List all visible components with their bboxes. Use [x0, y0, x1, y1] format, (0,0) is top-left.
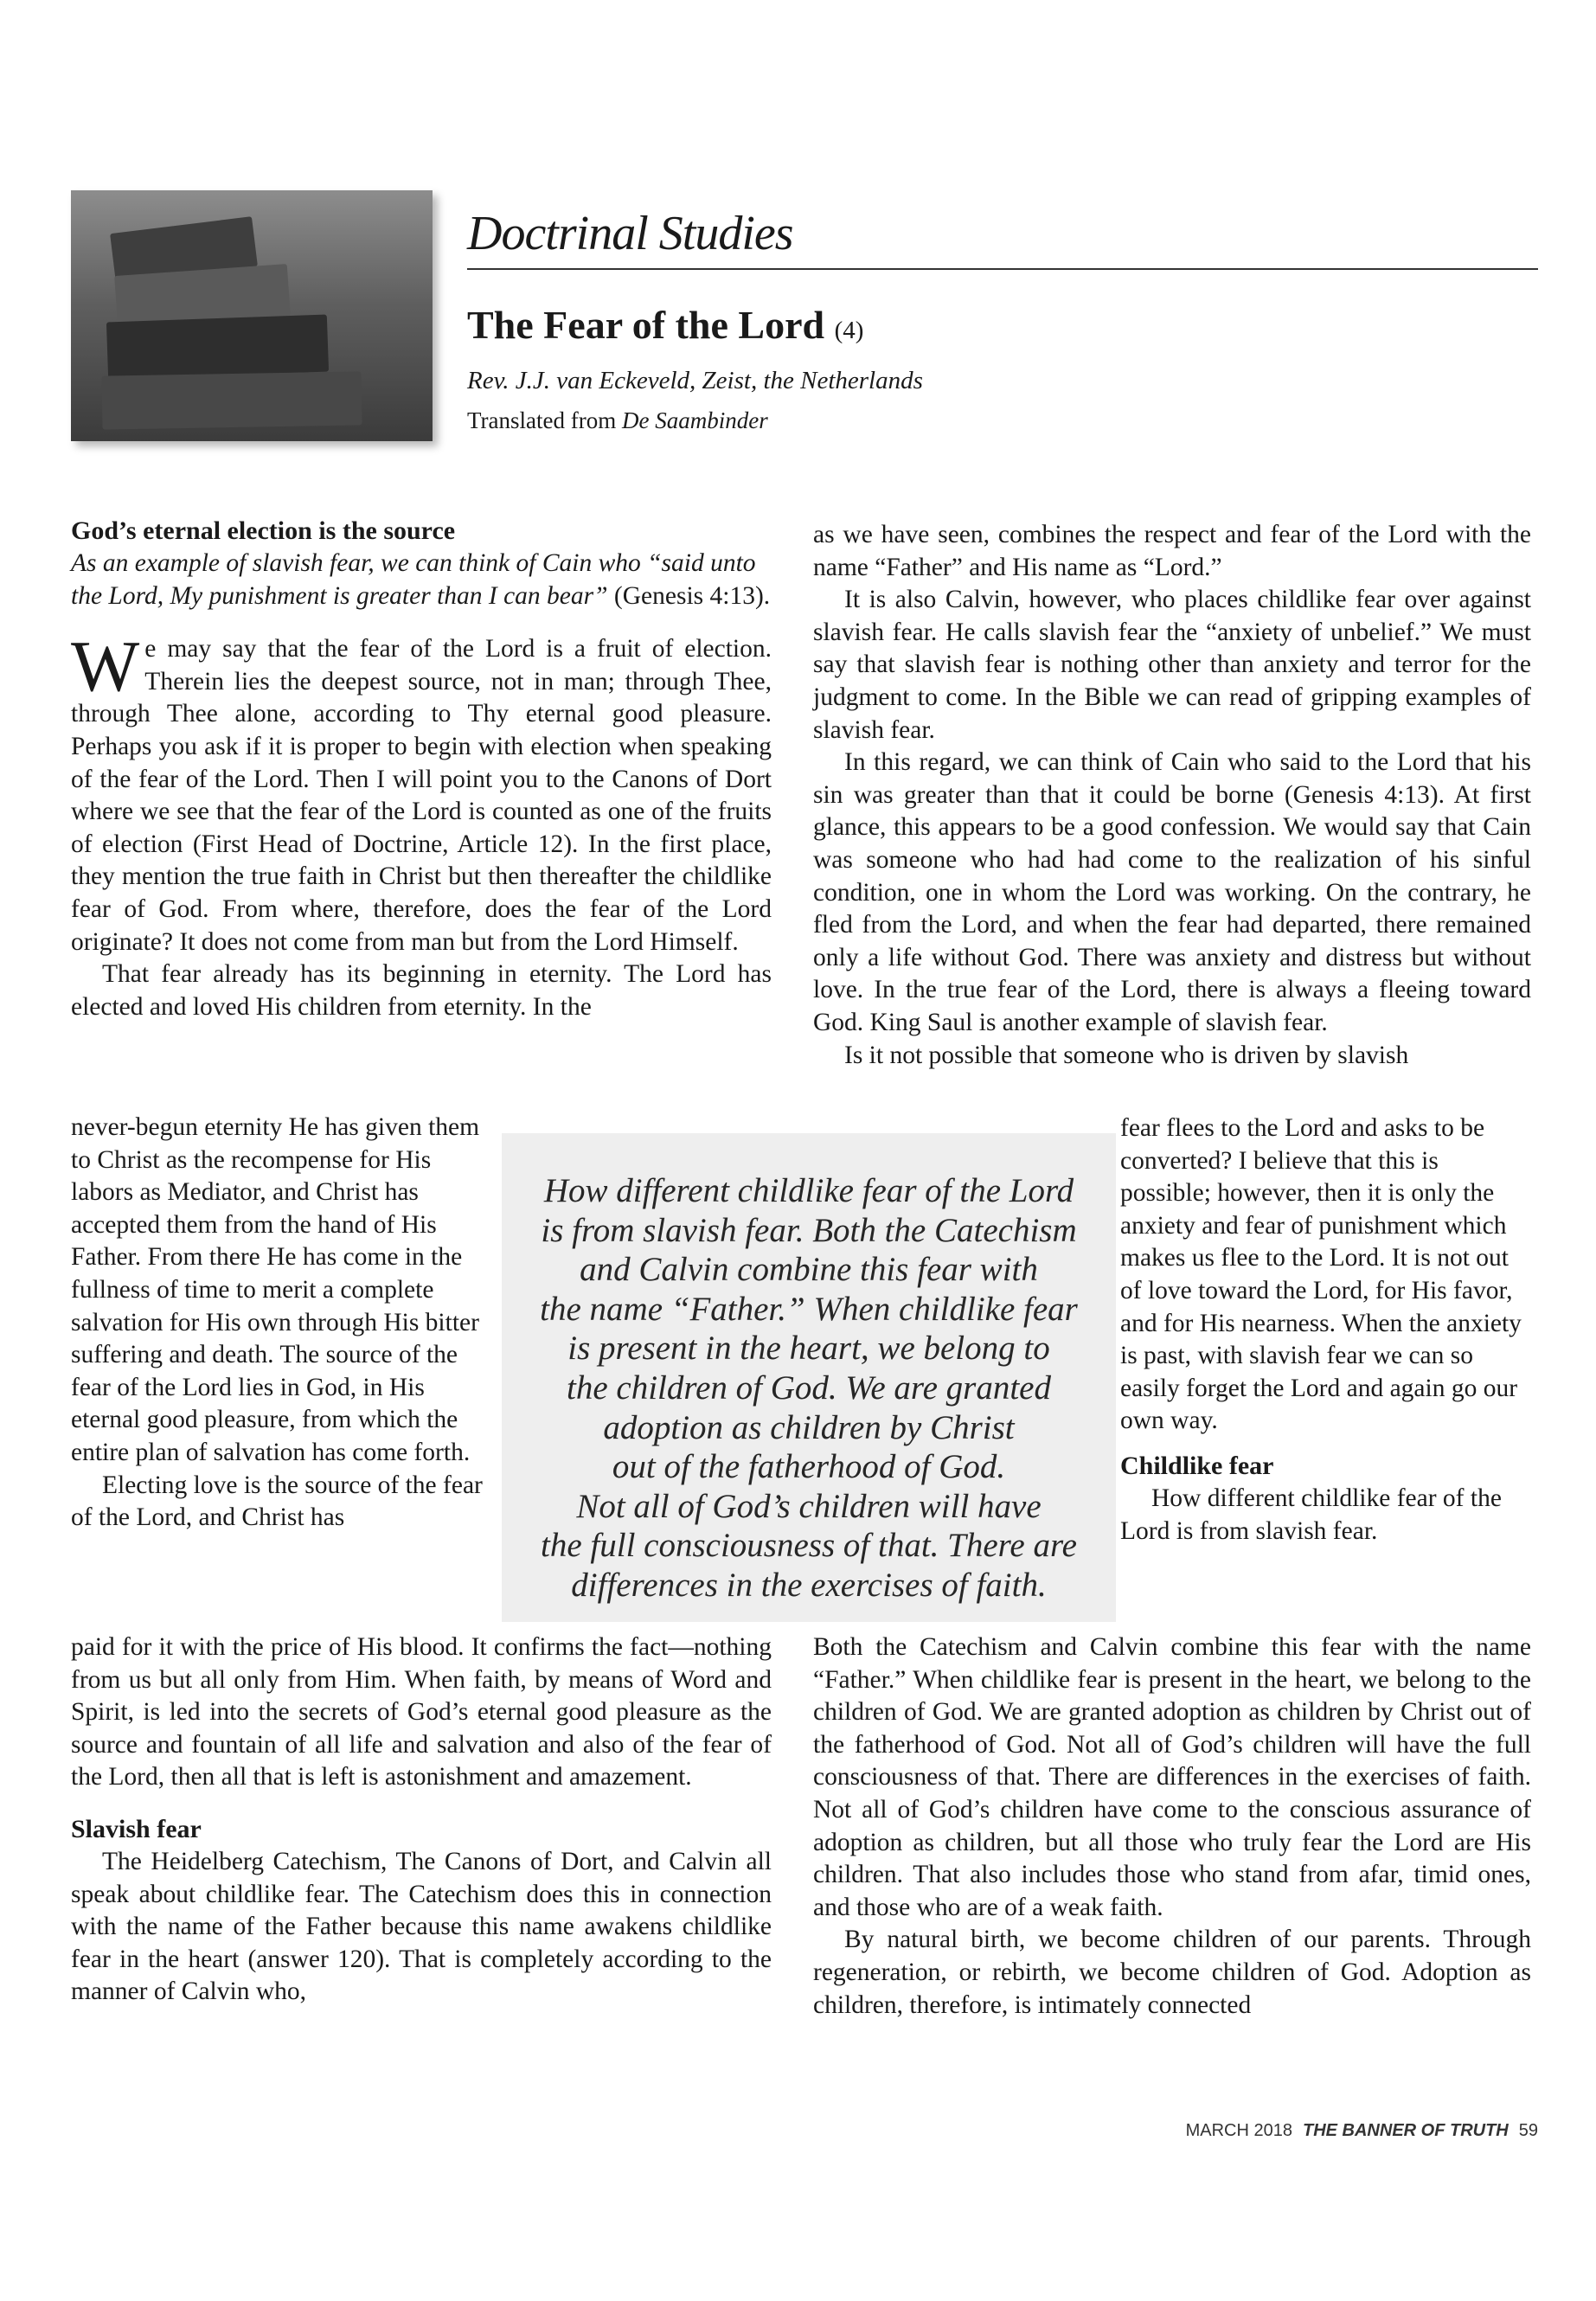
paragraph-childlike-start: How different childlike fear of the Lord is from slavish fear.: [1120, 1484, 1502, 1545]
pull-quote-line: differences in the exercises of faith.: [571, 1566, 1047, 1604]
paragraph-anxiety-unbelief: It is also Calvin, however, who places childlike fear over against slavish fear. He calls slavish fear the “anxiety of unbelief.” We must say that slavish fear is nothing other than anxiety and terror for the judgment to come. In the Bible we can read of gripping examples of slavish fear.: [813, 586, 1531, 744]
drop-cap: W: [71, 626, 140, 708]
translated-source: De Saambinder: [621, 407, 768, 433]
article-title: [467, 303, 1538, 353]
intro-reference: (Genesis 4:13).: [613, 581, 771, 610]
paragraph-calvin-respect: as we have seen, combines the respect and fear of the Lord with the name “Father” and His name as “Lord.”: [813, 521, 1531, 581]
paragraph-eternity-start: That fear already has its beginning in eternity. The Lord has elected and loved His children from eternity. In the: [71, 960, 772, 1021]
paragraph-cain: In this regard, we can think of Cain who said to the Lord that his sin was greater than that it could be borne (Genesis 4:13). At first glance, this appears to be a good confession. We would say that Cain was someone who had had come to the realization of his sinful condition, one in whom the Lord was working. On the contrary, he fled from the Lord, and when the fear had departed, there remained only a life without God. There was anxiety and distress but without love. In the true fear of the Lord, there is always a fleeing toward God. King Saul is another example of slavish fear.: [813, 748, 1531, 1036]
paragraph-catechism: The Heidelberg Catechism, The Canons of Dort, and Calvin all speak about childlike fear. The Catechism does this in connection with the name of the Father because this name awakens childlike fear in the heart (answer 120). That is completely according to the manner of Calvin who,: [71, 1847, 772, 2006]
pull-quote-line: out of the fatherhood of God.: [612, 1448, 1006, 1486]
footer-publication: THE BANNER OF TRUTH: [1302, 2121, 1509, 2140]
article-title-text: The Fear of the Lord: [467, 303, 825, 347]
article-header: [467, 206, 1538, 436]
pull-quote-line: the name “Father.” When childlike fear: [540, 1290, 1078, 1328]
paragraph-converted-cont: fear flees to the Lord and asks to be converted? I believe that this is possible; however, then it is only the anxiety and fear of punishment which makes us flee to the Lord. It is not out of love toward the Lord, for His favor, and for His nearness. When the anxiety is past, with slavish fear we can so easily forget the Lord and again go our own way.: [1120, 1114, 1522, 1435]
pull-quote-line: the full consciousness of that. There are: [541, 1527, 1077, 1565]
paragraph-election: [71, 626, 772, 958]
pull-quote-line: is from slavish fear. Both the Catechism: [541, 1211, 1077, 1249]
pull-quote-line: the children of God. We are granted: [567, 1368, 1051, 1407]
right-column-top: [813, 519, 1531, 1072]
books-photo: [71, 190, 433, 441]
right-column-narrow: [1120, 1112, 1531, 1548]
footer-date: MARCH 2018: [1185, 2121, 1292, 2140]
footer-page-number: 59: [1518, 2121, 1538, 2140]
author-line: Rev. J.J. van Eckeveld, Zeist, the Netherlands: [467, 367, 923, 394]
pull-quote-line: and Calvin combine this fear with: [580, 1251, 1038, 1289]
pull-quote-line: How different childlike fear of the Lord: [543, 1172, 1074, 1209]
pull-quote-line: Not all of God’s children will have: [576, 1487, 1042, 1525]
pull-quote: [502, 1133, 1116, 1622]
left-column-bottom: [71, 1631, 772, 2009]
pull-quote-line: adoption as children by Christ: [603, 1408, 1015, 1446]
paragraph-converted-start: Is it not possible that someone who is driven by slavish: [844, 1041, 1409, 1069]
page-footer: [1186, 2121, 1538, 2141]
paragraph-natural-birth: By natural birth, we become children of our parents. Through regeneration, or rebirth, we become children of God. Adoption as children, therefore, is intimately connected: [813, 1926, 1531, 2019]
paragraph-electing-love-start: Electing love is the source of the fear of the Lord, and Christ has: [71, 1471, 483, 1532]
translation-note: [467, 405, 1538, 436]
left-column-narrow: [71, 1112, 484, 1535]
article-part-number: (4): [834, 317, 864, 344]
intro-text: [71, 548, 772, 612]
subhead-childlike-fear: Childlike fear: [1120, 1451, 1274, 1480]
intro-quote: As an example of slavish fear, we can think of Cain who “said unto the Lord, My punishment is greater than I can bear”: [71, 549, 756, 610]
pull-quote-line: is present in the heart, we belong to: [567, 1330, 1050, 1368]
subhead-election: God’s eternal election is the source: [71, 516, 456, 545]
translated-prefix: Translated from: [467, 407, 617, 433]
subhead-slavish-fear: Slavish fear: [71, 1814, 202, 1843]
paragraph-eternity-cont: never-begun eternity He has given them to Christ as the recompense for His labors as Mediator, and Christ has accepted them from the hand of His Father. From there He has come in the fullness of time to merit a complete salvation for His own through His bitter suffering and death. The source of the fear of the Lord lies in God, in His eternal good pleasure, from which the entire plan of salvation has come forth.: [71, 1113, 480, 1466]
paragraph-electing-love-cont: paid for it with the price of His blood. It confirms the fact—nothing from us but all only from Him. When faith, by means of Word and Spirit, is led into the secrets of God’s eternal good pleasure as the source and fountain of all life and salvation and also of the fear of the Lord, then all that is left is astonishment and amazement.: [71, 1633, 772, 1791]
paragraph-election-text: e may say that the fear of the Lord is a fruit of election. Therein lies the deepest source, not in man; through Thee, through Thee alone, according to Thy eternal good pleasure. Perhaps you ask if it is proper to begin with election when speaking of the fear of the Lord. Then I will point you to the Canons of Dort where we see that the fear of the Lord is counted as one of the fruits of election (First Head of Doctrine, Article 12). In the first place, they mention the true faith in Christ but then thereafter the childlike fear of God. From where, therefore, does the fear of the Lord originate? It does not come from man but from the Lord Himself.: [71, 635, 772, 956]
section-title: Doctrinal Studies: [467, 206, 1538, 270]
right-column-bottom: [813, 1631, 1531, 2022]
paragraph-childlike-cont: Both the Catechism and Calvin combine this fear with the name “Father.” When childlike fear is present in the heart, we belong to the children of God. We are granted adoption as children by Christ out of the fatherhood of God. Not all of God’s children will have the full consciousness of that. There are differences in the exercises of faith. Not all of God’s children have come to the conscious assurance of adoption as children, but all those who truly fear the Lord are His children. That also includes those who stand from afar, timid ones, and those who are of a weak faith.: [813, 1633, 1531, 1921]
left-column-top: [71, 515, 772, 1023]
